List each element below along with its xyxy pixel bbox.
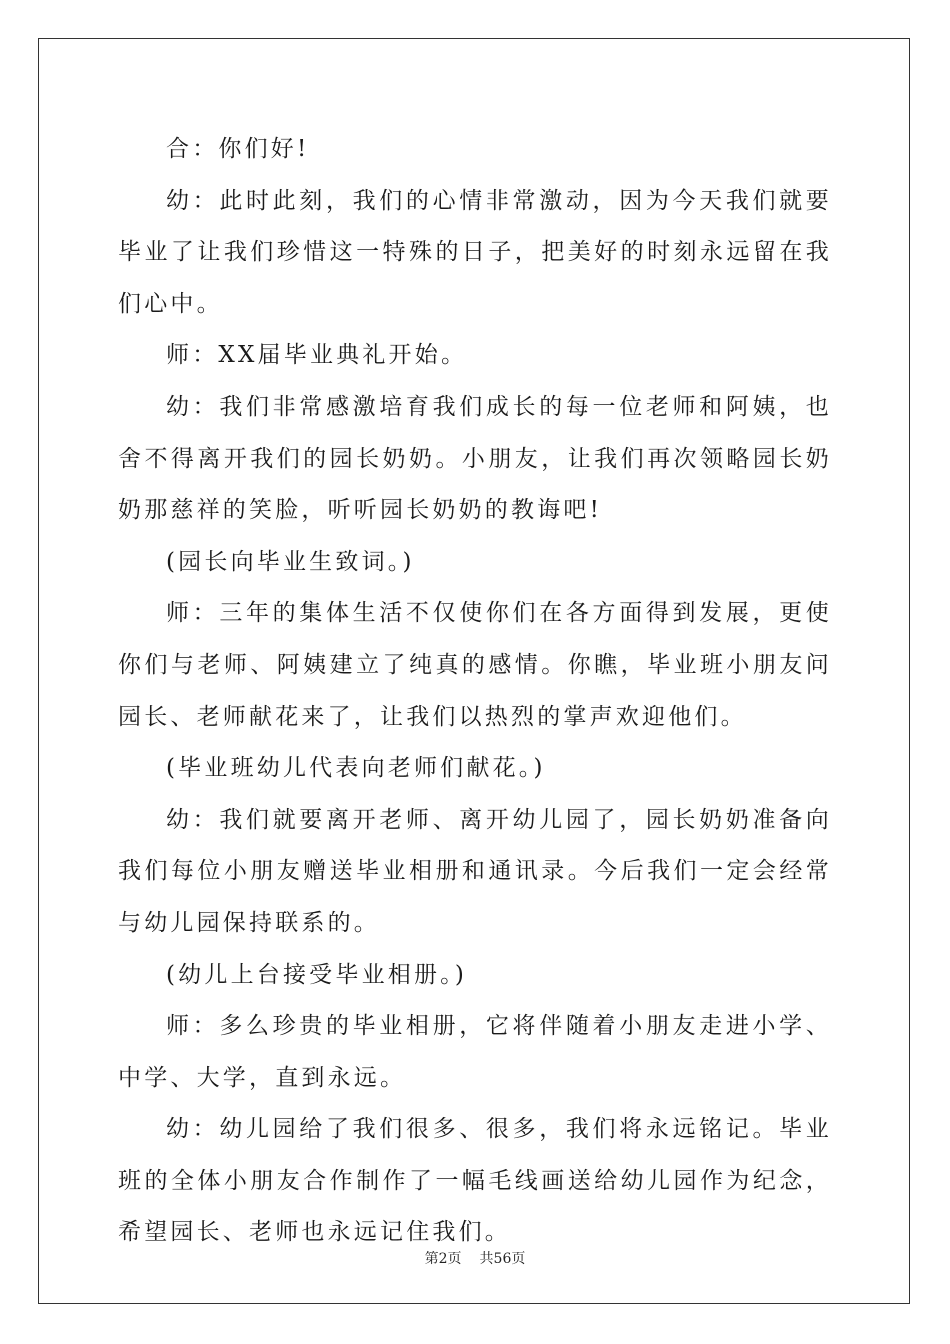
page-number: 第2页 bbox=[424, 1251, 462, 1267]
paragraph: (园长向毕业生致词。) bbox=[166, 548, 415, 575]
paragraph: 师：XX届毕业典礼开始。 bbox=[166, 342, 468, 369]
paragraph: 合：你们好! bbox=[166, 136, 310, 162]
page-total: 共56页 bbox=[479, 1251, 526, 1267]
paragraph: (幼儿上台接受毕业相册。) bbox=[166, 961, 468, 988]
paragraph: 师：三年的集体生活不仅使你们在各方面得到发展，更使你们与老师、阿姨建立了纯真的感情。你瞧，毕业班小朋友问园长、老师献花来了，让我们以热烈的掌声欢迎他们。 bbox=[118, 600, 832, 730]
page-footer bbox=[0, 1248, 950, 1268]
document-body bbox=[118, 124, 832, 1259]
paragraph: 幼：幼儿园给了我们很多、很多，我们将永远铭记。毕业班的全体小朋友合作制作了一幅毛线画送给幼儿园作为纪念，希望园长、老师也永远记住我们。 bbox=[118, 1116, 832, 1246]
paragraph: 幼：此时此刻，我们的心情非常激动，因为今天我们就要毕业了让我们珍惜这一特殊的日子，把美好的时刻永远留在我们心中。 bbox=[118, 187, 832, 317]
paragraph: (毕业班幼儿代表向老师们献花。) bbox=[166, 755, 546, 782]
paragraph: 师：多么珍贵的毕业相册，它将伴随着小朋友走进小学、中学、大学，直到永远。 bbox=[118, 1013, 832, 1091]
paragraph: 幼：我们就要离开老师、离开幼儿园了，园长奶奶准备向我们每位小朋友赠送毕业相册和通讯录。今后我们一定会经常与幼儿园保持联系的。 bbox=[118, 806, 832, 936]
paragraph: 幼：我们非常感激培育我们成长的每一位老师和阿姨，也舍不得离开我们的园长奶奶。小朋友，让我们再次领略园长奶奶那慈祥的笑脸，听听园长奶奶的教诲吧! bbox=[118, 393, 832, 524]
